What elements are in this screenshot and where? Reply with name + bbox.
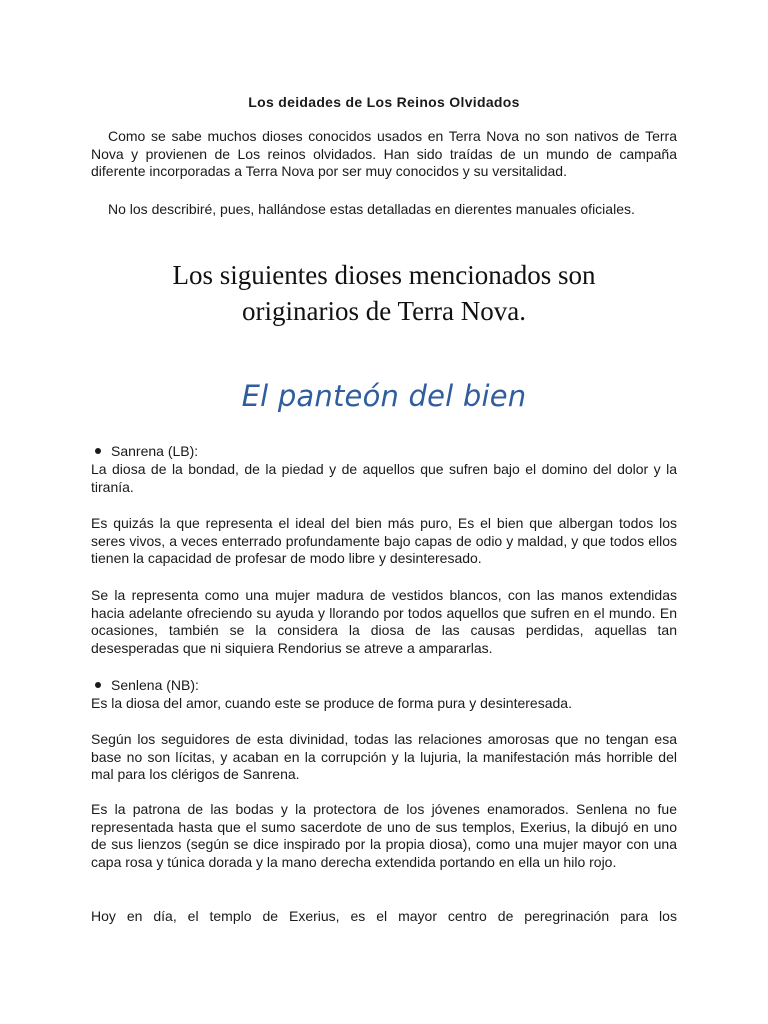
senlena-paragraph-4 [91,908,677,926]
bullet-sanrena [91,443,677,461]
senlena-paragraph-1: Es la diosa del amor, cuando este se produce de forma pura y desinteresada. [91,695,572,711]
bullet-dot-icon [95,682,101,688]
bullet-senlena-label: Senlena (NB): [111,677,199,693]
word: Hoy [91,908,116,924]
sanrena-paragraph-2: Es quizás la que representa el ideal del bien más puro, Es el bien que albergan todos los seres vivos, a veces enterrado profundamente bajo capas de odio y maldad, y que todos ellos tienen la capacidad de profesar de modo libre y desinteresado. [91,515,677,566]
word: de [262,908,279,924]
section-heading: El panteón del bien [241,379,527,413]
word: peregrinación [524,908,610,924]
word: para [620,908,649,924]
word: es [350,908,366,924]
word: de [497,908,514,924]
bullet-dot-icon [95,448,101,454]
word: en [126,908,143,924]
word: el [187,908,199,924]
word: mayor [398,908,437,924]
intro-paragraph-1: Como se sabe muchos dioses conocidos usados en Terra Nova no son nativos de Terra Nova y provienen de Los reinos olvidados. Han sido traídas de un mundo de campaña diferente incorporadas a Terra Nova por ser muy conocidos y su versitalidad. [91,128,677,179]
word: los [659,908,677,924]
document-title: Los deidades de Los Reinos Olvidados [248,94,520,110]
sanrena-paragraph-3: Se la representa como una mujer madura de vestidos blancos, con las manos extendidas hacia adelante ofreciendo su ayuda y llorando por todos aquellos que sufren en el mundo. En ocasiones, también se la considera la diosa de las causas perdidas, aquellas tan desesperadas que ni siquiera Rendorius se atreve a ampararlas. [91,587,677,656]
senlena-paragraph-3: Es la patrona de las bodas y la protectora de los jóvenes enamorados. Senlena no fue representada hasta que el sumo sacerdote de uno de sus templos, Exerius, la dibujó en uno de sus lienzos (según se dice inspirado por la propia diosa), como una mujer mayor con una capa rosa y túnica dorada y la mano derecha extendida portando en ella un hilo rojo. [91,801,677,870]
senlena-paragraph-2: Según los seguidores de esta divinidad, todas las relaciones amorosas que no tengan esa base no son lícitas, y acaban en la corrupción y la lujuria, la manifestación más horrible del mal para los clérigos de Sanrena. [91,731,677,782]
bullet-senlena [91,677,677,695]
word: templo [209,908,252,924]
bullet-sanrena-label: Sanrena (LB): [111,443,199,459]
origin-heading-line-2: originarios de Terra Nova. [241,296,526,326]
word: el [376,908,388,924]
origin-heading [0,257,768,329]
word: día, [153,908,177,924]
word: centro [447,908,487,924]
intro-paragraph-2: No los describiré, pues, hallándose estas detalladas en dierentes manuales oficiales. [108,201,635,217]
sanrena-paragraph-1: La diosa de la bondad, de la piedad y de aquellos que sufren bajo el domino del dolor y la tiranía. [91,461,677,495]
origin-heading-line-1: Los siguientes dioses mencionados son [172,260,596,290]
word: Exerius, [288,908,340,924]
